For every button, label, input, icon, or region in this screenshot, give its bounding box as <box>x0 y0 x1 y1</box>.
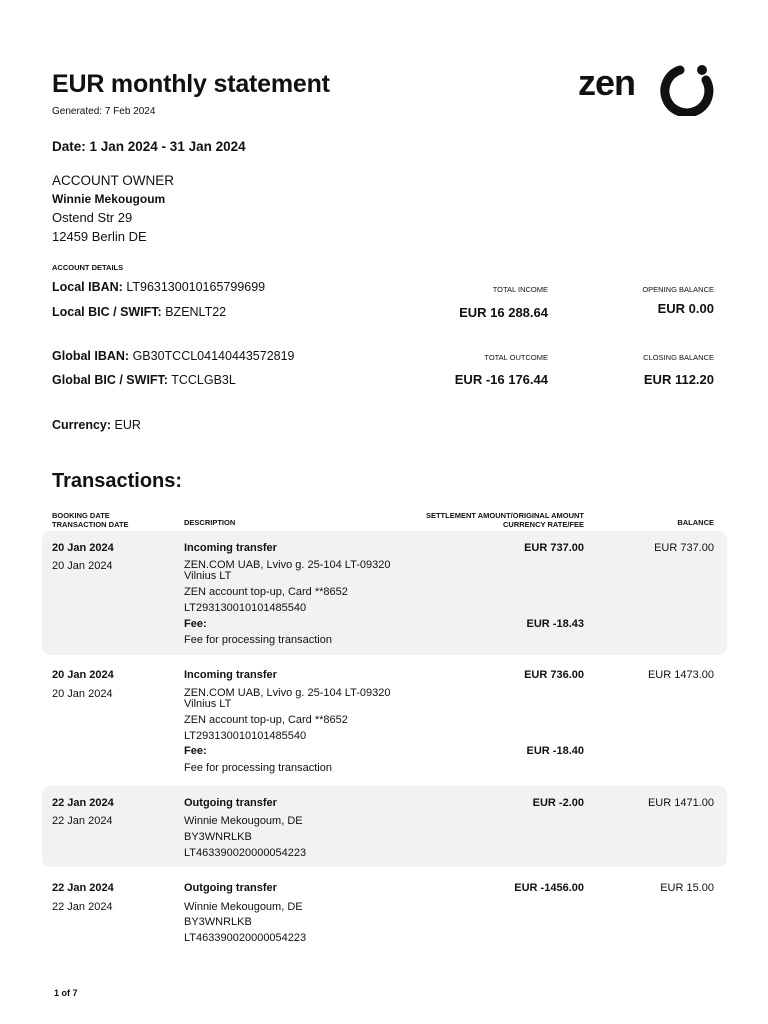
row-account-number: LT463390020000054223 <box>184 847 307 859</box>
local-bic-row <box>52 305 226 319</box>
global-iban-label: Global IBAN: <box>52 349 130 363</box>
col-header-amounts <box>384 512 584 529</box>
owner-heading: ACCOUNT OWNER <box>52 173 175 188</box>
col-description: DESCRIPTION <box>184 518 236 527</box>
row-booking-date: 22 Jan 2024 <box>52 797 114 809</box>
page-number: 1 of 7 <box>54 988 78 998</box>
row-reference: ZEN account top-up, Card **8652 <box>184 714 348 726</box>
row-fee-label: Fee: <box>184 618 207 630</box>
currency-row <box>52 418 141 432</box>
row-type: Outgoing transfer <box>184 882 277 894</box>
row-counterparty: Winnie Mekougoum, DE <box>184 901 303 913</box>
owner-address-line1: Ostend Str 29 <box>52 210 133 225</box>
row-fee-amount: EUR -18.40 <box>526 745 584 757</box>
opening-balance-value: EUR 0.00 <box>657 301 714 316</box>
row-transaction-date: 22 Jan 2024 <box>52 901 113 913</box>
row-counterparty-line1: ZEN.COM UAB, Lvivo g. 25-104 LT-09320 <box>184 687 391 699</box>
row-reference: BY3WNRLKB <box>184 831 252 843</box>
col-balance: BALANCE <box>677 518 714 527</box>
global-iban-row <box>52 349 295 363</box>
opening-balance-label: OPENING BALANCE <box>642 285 714 294</box>
row-type: Outgoing transfer <box>184 797 277 809</box>
owner-address-line2: 12459 Berlin DE <box>52 229 147 244</box>
local-iban-row <box>52 280 265 294</box>
row-counterparty <box>184 688 390 710</box>
zen-logo <box>576 58 720 118</box>
row-booking-date: 20 Jan 2024 <box>52 542 114 554</box>
row-reference: ZEN account top-up, Card **8652 <box>184 586 348 598</box>
row-transaction-date: 20 Jan 2024 <box>52 560 113 572</box>
row-counterparty-line2: Vilnius LT <box>184 698 232 710</box>
row-transaction-date: 20 Jan 2024 <box>52 688 113 700</box>
col-transaction-date: TRANSACTION DATE <box>52 519 129 529</box>
closing-balance-label: CLOSING BALANCE <box>643 353 714 362</box>
row-counterparty-line1: ZEN.COM UAB, Lvivo g. 25-104 LT-09320 <box>184 559 391 571</box>
row-fee-label: Fee: <box>184 745 207 757</box>
total-income-value: EUR 16 288.64 <box>459 305 548 320</box>
transactions-heading: Transactions: <box>52 470 183 492</box>
row-balance: EUR 737.00 <box>654 542 714 554</box>
row-balance: EUR 15.00 <box>660 882 714 894</box>
row-account-number: LT463390020000054223 <box>184 932 307 944</box>
local-iban-label: Local IBAN: <box>52 280 123 294</box>
row-counterparty-line2: Vilnius LT <box>184 570 232 582</box>
global-bic-row <box>52 373 236 387</box>
row-type: Incoming transfer <box>184 542 277 554</box>
local-bic-label: Local BIC / SWIFT: <box>52 305 162 319</box>
zen-ring-icon <box>658 60 718 116</box>
owner-name: Winnie Mekougoum <box>52 192 166 206</box>
total-income-label: TOTAL INCOME <box>492 285 548 294</box>
col-booking-date: BOOKING DATE <box>52 511 110 520</box>
closing-balance-value: EUR 112.20 <box>643 372 714 387</box>
statement-period: Date: 1 Jan 2024 - 31 Jan 2024 <box>52 139 246 154</box>
row-balance: EUR 1471.00 <box>647 797 714 809</box>
total-outcome-value: EUR -16 176.44 <box>454 372 548 387</box>
row-amount: EUR 736.00 <box>524 669 584 681</box>
row-counterparty: Winnie Mekougoum, DE <box>184 815 303 827</box>
row-transaction-date: 22 Jan 2024 <box>52 815 113 827</box>
row-reference: BY3WNRLKB <box>184 916 252 928</box>
row-booking-date: 22 Jan 2024 <box>52 882 114 894</box>
global-bic-value: TCCLGB3L <box>171 373 236 387</box>
row-account-number: LT293130010101485540 <box>184 730 307 742</box>
local-bic-value: BZENLT22 <box>165 305 227 319</box>
col-settlement-amount: SETTLEMENT AMOUNT/ORIGINAL AMOUNT <box>425 511 584 520</box>
row-fee-description: Fee for processing transaction <box>184 634 332 646</box>
total-outcome-label: TOTAL OUTCOME <box>484 353 548 362</box>
row-fee-description: Fee for processing transaction <box>184 762 332 774</box>
statement-title: EUR monthly statement <box>52 70 330 98</box>
currency-value: EUR <box>114 418 141 432</box>
currency-label: Currency: <box>52 418 112 432</box>
row-amount: EUR -2.00 <box>532 797 584 809</box>
logo-wordmark: zen <box>578 62 636 103</box>
row-type: Incoming transfer <box>184 669 277 681</box>
row-fee-amount: EUR -18.43 <box>526 618 584 630</box>
row-booking-date: 20 Jan 2024 <box>52 669 114 681</box>
row-counterparty <box>184 560 390 582</box>
global-iban-value: GB30TCCL04140443572819 <box>132 349 295 363</box>
col-rate-fee: CURRENCY RATE/FEE <box>503 519 584 529</box>
generated-date: Generated: 7 Feb 2024 <box>52 106 156 117</box>
col-header-dates <box>52 512 129 529</box>
row-account-number: LT293130010101485540 <box>184 602 307 614</box>
global-bic-label: Global BIC / SWIFT: <box>52 373 168 387</box>
local-iban-value: LT963130010165799699 <box>126 280 266 294</box>
row-amount: EUR -1456.00 <box>514 882 584 894</box>
row-amount: EUR 737.00 <box>524 542 584 554</box>
account-details-heading: ACCOUNT DETAILS <box>52 263 124 272</box>
row-balance: EUR 1473.00 <box>647 669 714 681</box>
